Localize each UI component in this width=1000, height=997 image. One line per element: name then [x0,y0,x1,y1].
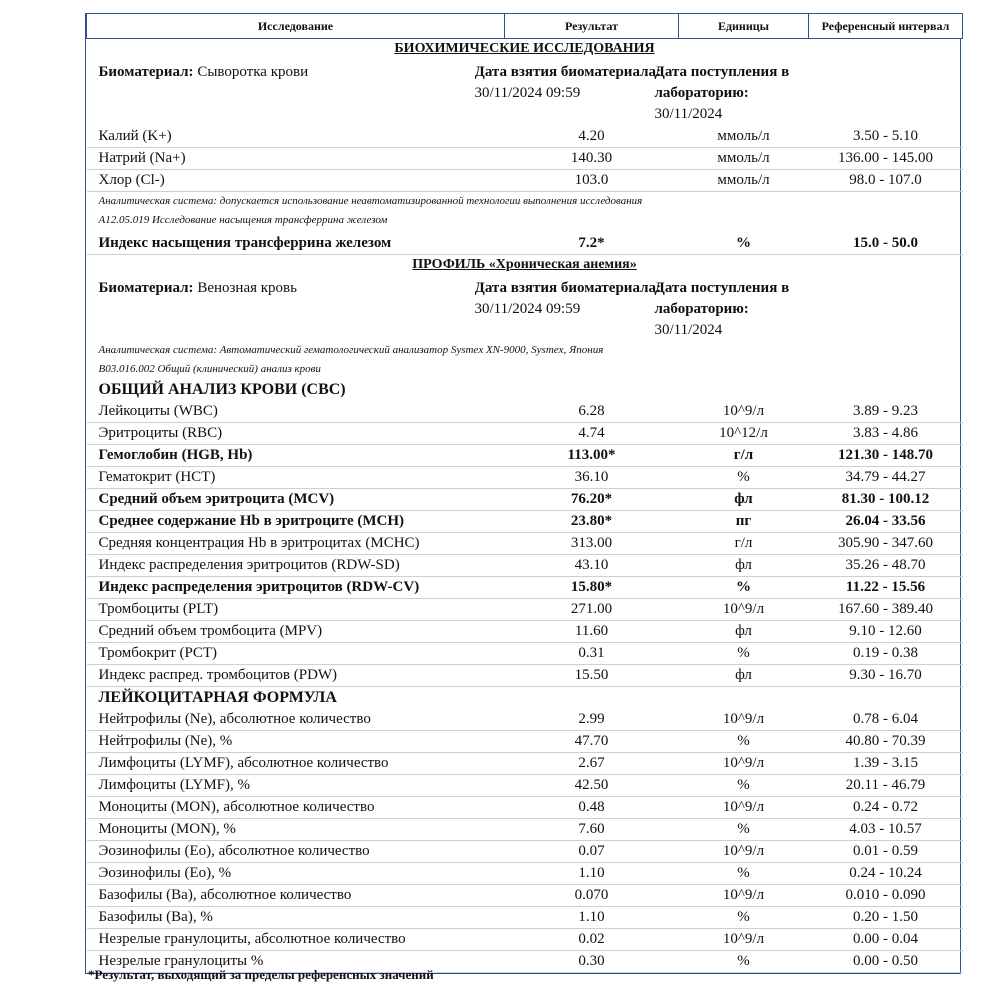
test-code-note [87,211,963,230]
test-ref: 0.78 - 6.04 [809,709,963,731]
test-units: ммоль/л [679,148,809,170]
test-result: 11.60 [505,621,679,643]
header-test: Исследование [87,14,505,39]
test-name: Нейтрофилы (Ne), % [87,731,505,753]
section-profile [87,255,963,276]
test-result: 4.20 [505,126,679,148]
table-row [87,731,963,753]
table-row-flagged [87,233,963,255]
test-ref: 11.22 - 15.56 [809,577,963,599]
test-units: 10^9/л [679,599,809,621]
test-name: Базофилы (Ba), % [87,907,505,929]
received-value: 30/11/2024 [654,322,723,338]
test-ref: 4.03 - 10.57 [809,819,963,841]
table-row [87,819,963,841]
test-ref: 9.10 - 12.60 [809,621,963,643]
test-units: % [679,467,809,489]
taken-label: Дата взятия биоматериала: [474,64,661,80]
test-name: Тромбокрит (PCT) [87,643,505,665]
table-row [87,467,963,489]
table-row [87,907,963,929]
cbc-group-title-text: ОБЩИЙ АНАЛИЗ КРОВИ (CBC) [98,381,346,398]
test-units: % [679,819,809,841]
section-profile-title: ПРОФИЛЬ «Хроническая анемия» [87,255,963,276]
table-row [87,170,963,192]
table-row-flagged [87,489,963,511]
analytic-system-note [87,341,963,360]
section-biochem-title: БИОХИМИЧЕСКИЕ ИССЛЕДОВАНИЯ [87,39,963,60]
test-units: г/л [679,445,809,467]
test-result: 140.30 [505,148,679,170]
test-ref: 98.0 - 107.0 [809,170,963,192]
test-ref: 26.04 - 33.56 [809,511,963,533]
test-name: Незрелые гранулоциты % [87,951,505,973]
test-ref: 34.79 - 44.27 [809,467,963,489]
test-result: 0.070 [505,885,679,907]
test-result: 47.70 [505,731,679,753]
table-row-flagged [87,445,963,467]
table-row [87,533,963,555]
test-result: 1.10 [505,863,679,885]
biomaterial-label: Биоматериал: [98,64,194,80]
test-ref: 305.90 - 347.60 [809,533,963,555]
results-body [87,39,963,973]
test-units: г/л [679,533,809,555]
table-row [87,599,963,621]
biomaterial-biochem [87,59,505,126]
analytic-system-note [87,192,963,212]
test-units: % [679,643,809,665]
test-result: 0.31 [505,643,679,665]
test-units: 10^9/л [679,929,809,951]
test-result: 103.0 [505,170,679,192]
test-ref: 0.00 - 0.50 [809,951,963,973]
table-row [87,709,963,731]
test-name: Эозинофилы (Eo), % [87,863,505,885]
test-ref: 3.83 - 4.86 [809,423,963,445]
test-result: 36.10 [505,467,679,489]
test-result: 113.00* [505,445,679,467]
lab-report [85,13,961,974]
test-name: Базофилы (Ba), абсолютное количество [87,885,505,907]
biomaterial-block-biochem [87,59,963,126]
table-row [87,665,963,687]
test-result: 6.28 [505,401,679,423]
table-row [87,126,963,148]
test-units: пг [679,511,809,533]
test-units: 10^9/л [679,885,809,907]
table-row [87,797,963,819]
results-table-frame [85,13,961,974]
biomaterial-block-profile [87,275,963,341]
test-code-note [87,360,963,379]
footnote: *Результат, выходящий за пределы референсных значений [88,967,434,982]
test-result: 4.74 [505,423,679,445]
test-name: Гематокрит (HCT) [87,467,505,489]
test-name: Лейкоциты (WBC) [87,401,505,423]
test-ref: 1.39 - 3.15 [809,753,963,775]
test-ref: 0.00 - 0.04 [809,929,963,951]
test-ref: 40.80 - 70.39 [809,731,963,753]
taken-value: 30/11/2024 09:59 [474,301,581,317]
test-result: 0.07 [505,841,679,863]
test-units: 10^9/л [679,709,809,731]
results-table [86,13,963,973]
table-row [87,863,963,885]
test-name: Эозинофилы (Eo), абсолютное количество [87,841,505,863]
test-name: Средний объем эритроцита (MCV) [87,489,505,511]
test-name: Лимфоциты (LYMF), % [87,775,505,797]
test-ref: 0.20 - 1.50 [809,907,963,929]
table-row [87,621,963,643]
test-name: Моноциты (MON), абсолютное количество [87,797,505,819]
test-ref: 3.89 - 9.23 [809,401,963,423]
test-units: % [679,775,809,797]
test-name: Индекс распред. тромбоцитов (PDW) [87,665,505,687]
test-result: 76.20* [505,489,679,511]
taken-label: Дата взятия биоматериала: [474,280,661,296]
test-result: 7.60 [505,819,679,841]
test-units: 10^9/л [679,797,809,819]
biomaterial-value: Сыворотка крови [197,64,309,80]
test-result: 2.67 [505,753,679,775]
test-ref: 0.01 - 0.59 [809,841,963,863]
test-units: фл [679,489,809,511]
test-ref: 9.30 - 16.70 [809,665,963,687]
test-name: Индекс распределения эритроцитов (RDW-SD) [87,555,505,577]
test-name: Эритроциты (RBC) [87,423,505,445]
table-row [87,148,963,170]
table-row [87,643,963,665]
received-value: 30/11/2024 [654,106,723,122]
test-ref: 3.50 - 5.10 [809,126,963,148]
test-ref: 0.19 - 0.38 [809,643,963,665]
test-ref: 0.24 - 10.24 [809,863,963,885]
biomaterial-profile [87,275,505,341]
test-units: % [679,863,809,885]
analytic-system-note-text: Аналитическая система: допускается использование неавтоматизированной технологии выполнения исследования [98,195,643,207]
test-result: 0.02 [505,929,679,951]
test-result: 7.2* [505,233,679,255]
test-code-note-text: B03.016.002 Общий (клинический) анализ крови [98,363,321,375]
test-units: фл [679,621,809,643]
header-units: Единицы [679,14,809,39]
analytic-system-note-text: Аналитическая система: Автоматический гематологический анализатор Sysmex XN-9000, Sysmex, Япония [98,344,604,356]
header-result: Результат [505,14,679,39]
test-name: Лимфоциты (LYMF), абсолютное количество [87,753,505,775]
table-row [87,753,963,775]
test-ref: 20.11 - 46.79 [809,775,963,797]
test-units: % [679,907,809,929]
test-result: 313.00 [505,533,679,555]
section-biochem [87,39,963,60]
test-result: 0.30 [505,951,679,973]
test-name: Незрелые гранулоциты, абсолютное количество [87,929,505,951]
test-units: фл [679,665,809,687]
cbc-group-title [87,379,963,401]
test-result: 42.50 [505,775,679,797]
test-result: 15.50 [505,665,679,687]
table-row [87,401,963,423]
leuko-group-title [87,687,963,710]
test-result: 15.80* [505,577,679,599]
test-name: Хлор (Cl-) [87,170,505,192]
table-header-row [87,14,963,39]
table-row [87,929,963,951]
test-units: 10^9/л [679,753,809,775]
test-units: 10^9/л [679,401,809,423]
test-name: Моноциты (MON), % [87,819,505,841]
test-name: Тромбоциты (PLT) [87,599,505,621]
test-result: 0.48 [505,797,679,819]
test-units: ммоль/л [679,126,809,148]
biomaterial-label: Биоматериал: [98,280,194,296]
test-name: Средний объем тромбоцита (MPV) [87,621,505,643]
table-row [87,885,963,907]
test-units: фл [679,555,809,577]
test-ref: 167.60 - 389.40 [809,599,963,621]
test-ref: 15.0 - 50.0 [809,233,963,255]
test-result: 1.10 [505,907,679,929]
test-ref: 81.30 - 100.12 [809,489,963,511]
test-ref: 0.24 - 0.72 [809,797,963,819]
leuko-group-title-text: ЛЕЙКОЦИТАРНАЯ ФОРМУЛА [98,689,337,706]
received-date-profile [655,275,809,341]
received-date-biochem [655,59,809,126]
test-code-note-text: A12.05.019 Исследование насыщения трансферрина железом [98,214,388,226]
test-units: 10^9/л [679,841,809,863]
test-name: Калий (K+) [87,126,505,148]
test-ref: 121.30 - 148.70 [809,445,963,467]
table-row [87,423,963,445]
test-result: 23.80* [505,511,679,533]
test-units: ммоль/л [679,170,809,192]
test-result: 271.00 [505,599,679,621]
test-units: % [679,951,809,973]
test-ref: 136.00 - 145.00 [809,148,963,170]
test-result: 43.10 [505,555,679,577]
test-result: 2.99 [505,709,679,731]
test-name: Среднее содержание Hb в эритроците (MCH) [87,511,505,533]
test-ref: 35.26 - 48.70 [809,555,963,577]
header-ref: Референсный интервал [809,14,963,39]
test-units: 10^12/л [679,423,809,445]
test-name: Нейтрофилы (Ne), абсолютное количество [87,709,505,731]
taken-value: 30/11/2024 09:59 [474,85,581,101]
table-row [87,841,963,863]
table-row [87,775,963,797]
test-name: Индекс насыщения трансферрина железом [87,233,505,255]
table-row-flagged [87,511,963,533]
test-name: Индекс распределения эритроцитов (RDW-CV) [87,577,505,599]
table-row [87,555,963,577]
test-units: % [679,577,809,599]
test-ref: 0.010 - 0.090 [809,885,963,907]
table-row-flagged [87,577,963,599]
test-units: % [679,233,809,255]
test-name: Гемоглобин (HGB, Hb) [87,445,505,467]
test-units: % [679,731,809,753]
test-name: Средняя концентрация Hb в эритроцитах (MCHC) [87,533,505,555]
biomaterial-value: Венозная кровь [197,280,297,296]
received-label: Дата поступления в лабораторию: [654,64,790,101]
test-name: Натрий (Na+) [87,148,505,170]
received-label: Дата поступления в лабораторию: [654,280,790,317]
